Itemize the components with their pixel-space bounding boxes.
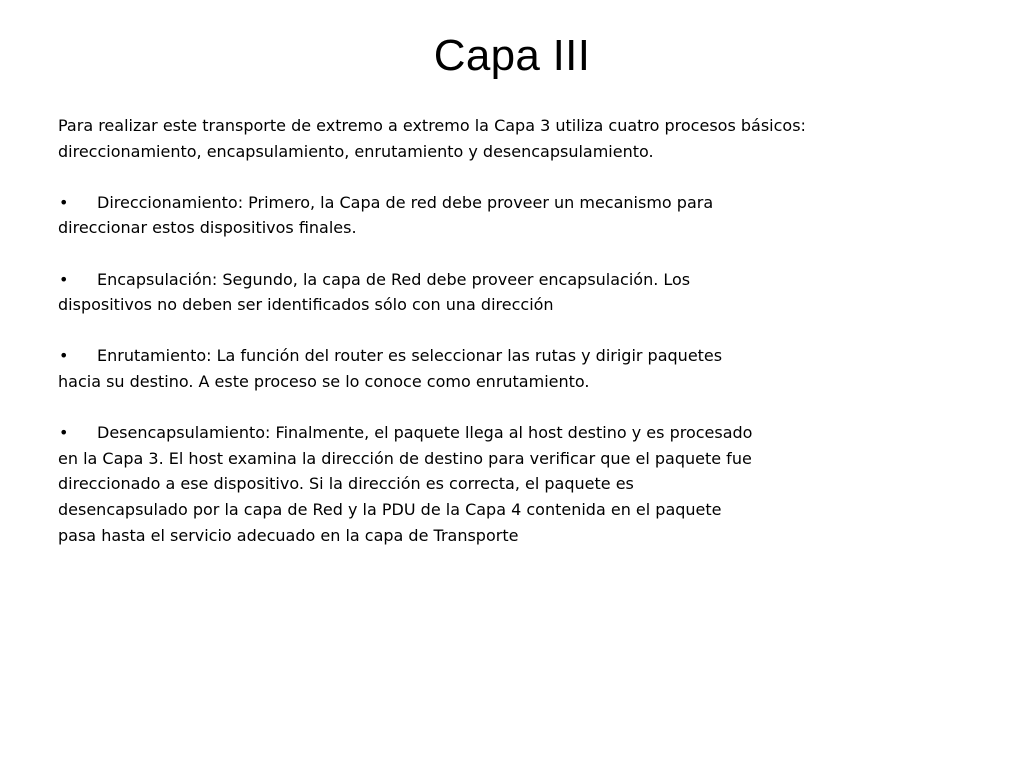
bullet-first-line: [58, 190, 978, 216]
bullet-text: Encapsulación: Segundo, la capa de Red debe proveer encapsulación. Los: [97, 269, 691, 289]
bullet-marker: •: [59, 269, 69, 289]
bullet-first-line: [58, 267, 978, 293]
bullet-continuation-line: desencapsulado por la capa de Red y la PDU de la Capa 4 contenida en el paquete: [58, 499, 722, 519]
bullet-marker: •: [59, 423, 69, 443]
bullet-first-line: [58, 420, 978, 446]
bullet-continuation-line: dispositivos no deben ser identificados sólo con una dirección: [58, 295, 554, 315]
bullet-continuation-line: pasa hasta el servicio adecuado en la capa de Transporte: [58, 525, 519, 545]
bullet-continuation-line: hacia su destino. A este proceso se lo conoce como enrutamiento.: [58, 371, 590, 391]
intro-line: Para realizar este transporte de extremo a extremo la Capa 3 utiliza cuatro procesos básicos:: [58, 116, 806, 135]
bullet-text: Direccionamiento: Primero, la Capa de red debe proveer un mecanismo para: [97, 192, 714, 212]
slide-body: [58, 113, 978, 548]
bullet-item-direccionamiento: [58, 190, 978, 241]
bullet-text: Enrutamiento: La función del router es seleccionar las rutas y dirigir paquetes: [97, 346, 723, 366]
bullet-item-desencapsulamiento: [58, 420, 978, 548]
bullet-marker: •: [59, 192, 69, 212]
bullet-continuation-line: en la Capa 3. El host examina la dirección de destino para verificar que el paquete fue: [58, 448, 752, 468]
intro-paragraph: [58, 113, 978, 164]
bullet-item-encapsulacion: [58, 267, 978, 318]
slide-title: Capa III: [433, 31, 591, 80]
bullet-continuation-line: direccionar estos dispositivos finales.: [58, 218, 357, 238]
bullet-continuation-line: direccionado a ese dispositivo. Si la dirección es correcta, el paquete es: [58, 474, 634, 494]
bullet-text: Desencapsulamiento: Finalmente, el paquete llega al host destino y es procesado: [97, 423, 753, 443]
bullet-marker: •: [59, 346, 69, 366]
bullet-first-line: [58, 343, 978, 369]
bullet-item-enrutamiento: [58, 343, 978, 394]
intro-line: direccionamiento, encapsulamiento, enrutamiento y desencapsulamiento.: [58, 141, 654, 161]
